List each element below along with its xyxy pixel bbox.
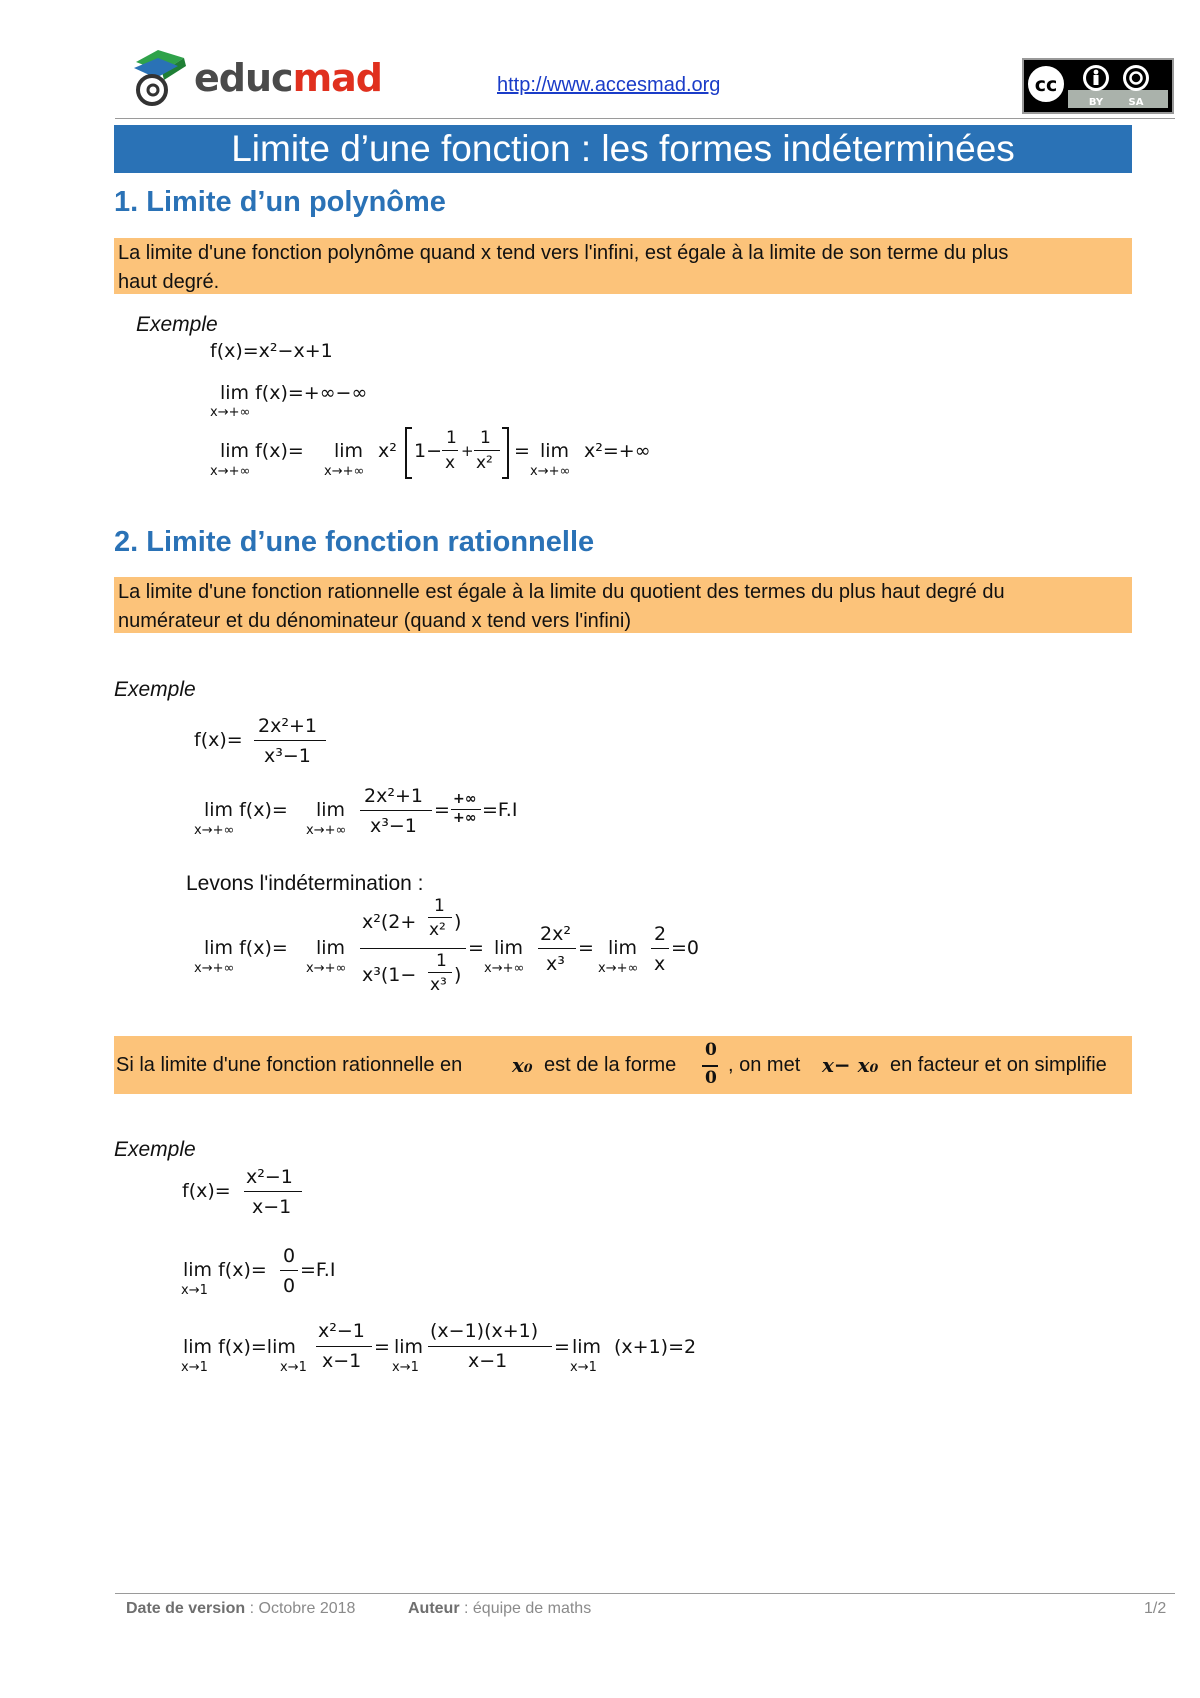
section1-eq3-f1-den: x bbox=[445, 453, 456, 473]
section1-eq3-f2-num: 1 bbox=[480, 428, 491, 448]
section1-eq3-f1-line bbox=[442, 450, 458, 451]
section2-eq3-main-line bbox=[360, 948, 466, 949]
ex2-eq2-lim: lim f(x)= bbox=[183, 1259, 267, 1281]
section2-eq2-sub1: x→+∞ bbox=[194, 823, 235, 838]
section2-eq1-num: 2x²+1 bbox=[258, 715, 317, 737]
rule2-text-b: est de la forme bbox=[544, 1054, 677, 1076]
section2-eq3-sub3: x→+∞ bbox=[484, 961, 525, 976]
educmad-logo bbox=[128, 48, 383, 116]
ex2-eq1-num: x²−1 bbox=[246, 1166, 293, 1188]
svg-text:SA: SA bbox=[1128, 97, 1144, 108]
ex2-eq2-line bbox=[280, 1270, 298, 1271]
section1-rule-line2: haut degré. bbox=[118, 271, 220, 293]
section2-eq3-sub2: x→+∞ bbox=[306, 961, 347, 976]
section2-eq2-eq: = bbox=[434, 799, 450, 821]
section2-eq2-lim2: lim bbox=[316, 799, 346, 821]
section2-eq3-lim1: lim f(x)= bbox=[204, 937, 288, 959]
section2-eq3-lim3: lim bbox=[494, 937, 524, 959]
section2-eq3-den-f-line bbox=[428, 972, 452, 973]
section2-eq3-eq2: = bbox=[578, 937, 594, 959]
logo-text-edu: educ bbox=[194, 56, 293, 100]
rule2-zero-den: 0 bbox=[705, 1068, 717, 1088]
section2-eq3-sub4: x→+∞ bbox=[598, 961, 639, 976]
ex2-eq3-sub2: x→1 bbox=[280, 1360, 307, 1375]
ex2-eq3-num2: (x−1)(x+1) bbox=[430, 1320, 539, 1342]
section2-eq2-inf-den: +∞ bbox=[453, 810, 477, 826]
section2-rule-line2: numérateur et du dénominateur (quand x tend vers l'infini) bbox=[118, 610, 631, 632]
section2-eq3-n2: 2x² bbox=[540, 923, 571, 945]
footer-author bbox=[408, 1600, 591, 1618]
ex2-eq3-line2 bbox=[428, 1346, 552, 1347]
ex2-eq1-line bbox=[244, 1191, 302, 1192]
section1-eq3-lim2: lim bbox=[334, 440, 364, 462]
section1-rule-box bbox=[114, 238, 1132, 294]
section2-eq3-den-f-den: x³ bbox=[430, 975, 447, 995]
section2-eq1-den: x³−1 bbox=[264, 745, 311, 767]
rule2-text-d: en facteur et on simplifie bbox=[890, 1054, 1107, 1076]
site-link[interactable]: http://www.accesmad.org bbox=[497, 74, 721, 96]
section1-eq2-sub: x→+∞ bbox=[210, 405, 251, 420]
section1-eq3-sub3: x→+∞ bbox=[530, 464, 571, 479]
section2-eq3-line3 bbox=[651, 948, 669, 949]
ex2-eq3-eq2: = bbox=[554, 1336, 570, 1358]
svg-text:cc: cc bbox=[1034, 74, 1058, 96]
rule2-zero-line bbox=[702, 1065, 718, 1067]
footer-version-label: Date de version bbox=[126, 1600, 246, 1617]
footer-page-number: 1/2 bbox=[1144, 1600, 1167, 1617]
rule2-zero-num: 0 bbox=[705, 1040, 717, 1060]
section1-eq3-bracket-right bbox=[500, 426, 512, 480]
ex2-eq3-lim3: lim bbox=[572, 1336, 602, 1358]
section1-eq3-bracket-left bbox=[402, 426, 414, 480]
section1-eq2: lim f(x)=+∞−∞ bbox=[220, 382, 368, 404]
section2-eq3-end: =0 bbox=[671, 937, 700, 959]
section1-eq3-one: 1− bbox=[414, 440, 443, 462]
section1-eq3-sub1: x→+∞ bbox=[210, 464, 251, 479]
section2-heading: 2. Limite d’une fonction rationnelle bbox=[114, 526, 595, 558]
header-divider bbox=[115, 118, 1175, 119]
ex2-eq2-sub: x→1 bbox=[181, 1283, 208, 1298]
section2-eq2-end: =F.I bbox=[482, 799, 518, 821]
section2-eq2-lim1: lim f(x)= bbox=[204, 799, 288, 821]
ex2-eq3-sub1: x→1 bbox=[181, 1360, 208, 1375]
section2-eq3-sub1: x→+∞ bbox=[194, 961, 235, 976]
section2-eq3-lim4: lim bbox=[608, 937, 638, 959]
ex2-eq1-den: x−1 bbox=[252, 1196, 292, 1218]
rule2-expr: x− x₀ bbox=[822, 1053, 879, 1077]
section1-example-label: Exemple bbox=[136, 313, 218, 336]
section2-eq3-den-f-num: 1 bbox=[436, 951, 447, 971]
logo-text-mad: mad bbox=[292, 56, 383, 100]
section2-eq3-d3: x bbox=[654, 953, 666, 975]
section1-eq3-lim3: lim bbox=[540, 440, 570, 462]
rule2-x0: x₀ bbox=[512, 1053, 533, 1077]
ex2-eq3-lim: lim f(x)=lim bbox=[183, 1336, 296, 1358]
section2-eq2-inf-num: +∞ bbox=[453, 791, 477, 807]
section2-eq3-line2 bbox=[538, 948, 576, 949]
section1-eq3-f2-den: x² bbox=[476, 453, 493, 473]
section2-eq2-num: 2x²+1 bbox=[364, 785, 423, 807]
section1-eq3-x2: x² bbox=[378, 440, 397, 462]
title-bar bbox=[114, 125, 1132, 173]
ex2-eq3-sub4: x→1 bbox=[570, 1360, 597, 1375]
section1-eq3-plus: + bbox=[461, 442, 474, 460]
ex2-eq1-lhs: f(x)= bbox=[182, 1180, 231, 1202]
ex2-eq3-den2: x−1 bbox=[468, 1350, 508, 1372]
section2-eq3-eq1: = bbox=[468, 937, 484, 959]
section2-eq3-lim2: lim bbox=[316, 937, 346, 959]
section1-eq3-sub2: x→+∞ bbox=[324, 464, 365, 479]
rule2-text-c: , on met bbox=[728, 1054, 801, 1076]
svg-text:BY: BY bbox=[1088, 97, 1104, 108]
section2-eq2-line bbox=[360, 810, 432, 811]
ex2-eq3-sub3: x→1 bbox=[392, 1360, 419, 1375]
section2-eq3-num-f-line bbox=[428, 917, 452, 918]
section2-eq1-lhs: f(x)= bbox=[194, 729, 243, 751]
section2-eq3-num-a: x²(2+ bbox=[362, 911, 417, 933]
footer-author-value: : équipe de maths bbox=[459, 1600, 592, 1617]
ex2-eq3-num1: x²−1 bbox=[318, 1320, 365, 1342]
section2-eq3-d2: x³ bbox=[546, 953, 565, 975]
section1-eq1: f(x)=x²−x+1 bbox=[210, 340, 333, 362]
footer-version-value: : Octobre 2018 bbox=[245, 1600, 356, 1617]
logo-book-icon bbox=[128, 48, 194, 110]
section2-eq3-num-b: ) bbox=[454, 911, 462, 933]
section1-eq3-lim1: lim f(x)= bbox=[220, 440, 304, 462]
ex2-eq3-den1: x−1 bbox=[322, 1350, 362, 1372]
section2-eq3-den-b: ) bbox=[454, 964, 462, 986]
ex2-eq2-num: 0 bbox=[283, 1245, 296, 1267]
section2-rule-box bbox=[114, 577, 1132, 633]
section1-eq3-eq: = bbox=[514, 440, 530, 462]
section1-rule-line1: La limite d'une fonction polynôme quand x tend vers l'infini, est égale à la limite de son terme du plus bbox=[118, 242, 1009, 264]
ex2-eq3-eq1: = bbox=[374, 1336, 390, 1358]
footer-author-label: Auteur bbox=[408, 1600, 460, 1617]
section2-rule-line1: La limite d'une fonction rationnelle est égale à la limite du quotient des termes du plus haut degré du bbox=[118, 581, 1005, 603]
section2-eq1-line bbox=[254, 740, 326, 741]
ex2-eq3-end: (x+1)=2 bbox=[614, 1336, 697, 1358]
section2-eq3-den-a: x³(1− bbox=[362, 964, 417, 986]
rule2-text-a: Si la limite d'une fonction rationnelle en bbox=[116, 1054, 463, 1076]
section2-eq3-num-f-num: 1 bbox=[434, 896, 445, 916]
section2-example2-label: Exemple bbox=[114, 1138, 196, 1161]
footer-version bbox=[126, 1600, 355, 1618]
ex2-eq3-lim2: lim bbox=[394, 1336, 424, 1358]
section1-eq3-f1-num: 1 bbox=[446, 428, 457, 448]
section1-heading: 1. Limite d’un polynôme bbox=[114, 186, 446, 218]
section2-eq3-num-f-den: x² bbox=[429, 920, 446, 940]
cc-by-sa-icon bbox=[1022, 58, 1174, 114]
section1-eq3-end: x²=+∞ bbox=[584, 440, 651, 462]
page-title: Limite d’une fonction : les formes indéterminées bbox=[231, 128, 1015, 169]
ex2-eq2-den: 0 bbox=[283, 1275, 296, 1297]
levons-text: Levons l'indétermination : bbox=[186, 872, 424, 895]
section2-eq2-den: x³−1 bbox=[370, 815, 417, 837]
section2-eq2-sub2: x→+∞ bbox=[306, 823, 347, 838]
section2-eq3-n3: 2 bbox=[654, 923, 667, 945]
ex2-eq3-line1 bbox=[316, 1346, 372, 1347]
section2-example-label: Exemple bbox=[114, 678, 196, 701]
section1-eq3-f2-line bbox=[474, 450, 500, 451]
footer-divider bbox=[115, 1593, 1175, 1594]
ex2-eq2-end: =F.I bbox=[300, 1259, 336, 1281]
